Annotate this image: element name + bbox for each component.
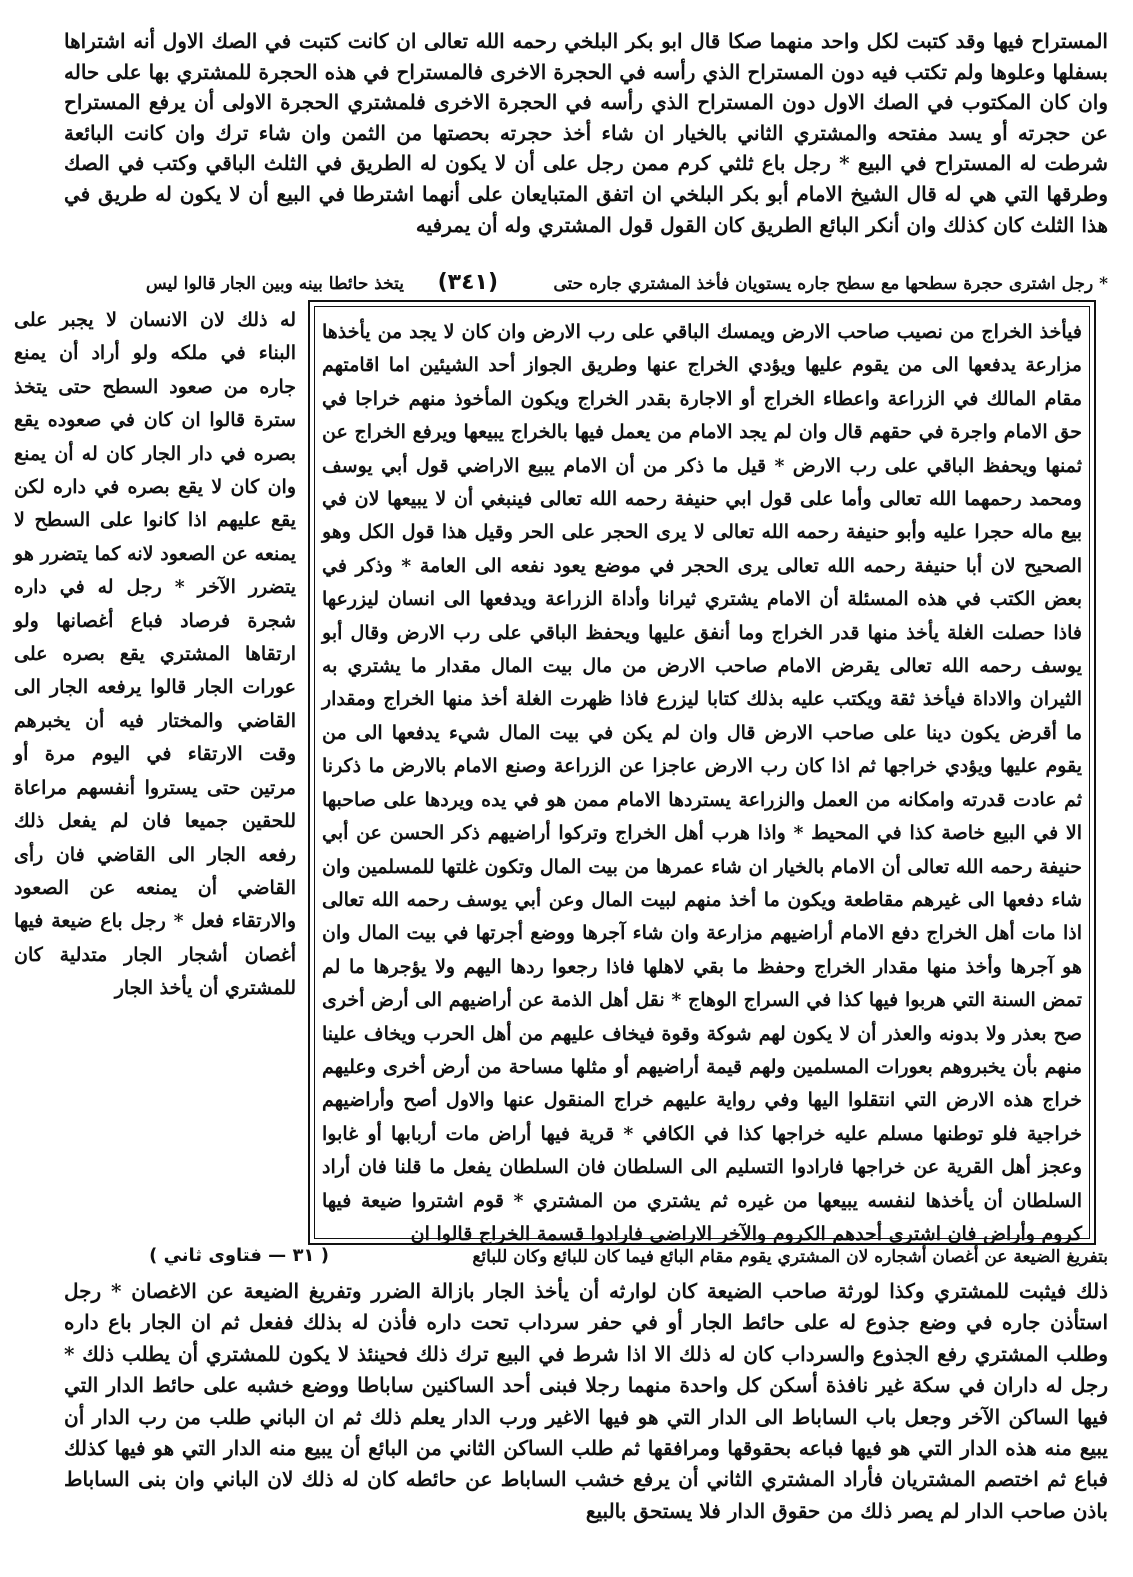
- page-number: (٣٤١): [437, 270, 498, 295]
- main-text-frame: [308, 300, 1096, 1245]
- bottom-paragraph: ذلك فيثبت للمشتري وكذا لورثة صاحب الضيعة كان لوارثه أن يأخذ الجار بازالة الضرر وتفريغ الضيعة عن الاغصان * رجل استأذن جاره في وضع جذوع له على حائط الجار أو في حفر سرداب تحت داره فأذن له بذلك ففعل ثم ان الجار باع داره وطلب المشتري رفع الجذوع والسرداب كان له ذلك الا اذا شرط في البيع ترك ذلك فحينئذ لا يكون للمشتري أن يطلب ذلك * رجل له داران في سكة غير نافذة أسكن كل واحدة منهما رجلا فبنى أحد الساكنين ساباطا ووضع خشبه على حائط الدار التي فيها الساكن الآخر وجعل باب الساباط الى الدار التي هو فيها الاغير ورب الدار يعلم ذلك ثم ان الباني طلب من رب الدار أن يبيع منه هذه الدار التي هو فيها فباعه بحقوقها ومرافقها ثم طلب الساكن الثاني من البائع أن يبيع منه الدار التي هو فيها كذلك فباع ثم اختصم المشتريان فأراد المشتري الثاني أن يرفع خشب الساباط عن حائطه كان له ذلك لان الباني وان بنى الساباط باذن صاحب الدار لم يصر ذلك من حقوق الدار فلا يستحق بالبيع: [64, 1279, 1108, 1523]
- header-right-text: * رجل اشترى حجرة سطحها مع سطح جاره يستويان فأخذ المشتري جاره حتى: [553, 274, 1108, 294]
- page-header: [64, 270, 1108, 304]
- top-paragraph: المستراح فيها وقد كتبت لكل واحد منهما صكا قال ابو بكر البلخي رحمه الله تعالى ان كانت كتبت في الصك الاول أنه اشتراها بسفلها وعلوها ولم تكتب فيه دون المستراح الذي رأسه في الحجرة الاخرى فالمستراح في هذه الحجرة للمشتري بها على حاله وان كان المكتوب في الصك الاول دون المستراح الذي رأسه في الحجرة الاخرى فلمشتري الحجرة الاولى أن يرفع المستراح عن حجرته أو يسد مفتحه والمشتري الثاني بالخيار ان شاء أخذ حجرته بحصتها من الثمن وان شاء ترك وان كانت البائعة شرطت له المستراح في البيع * رجل باع ثلثي كرم ممن رجل على أن لا يكون له الطريق في الثلث الباقي وكتب في الصك وطرقها التي هي له قال الشيخ الامام أبو بكر البلخي ان اتفق المتبايعان على أنهما اشترطا في البيع أن لا يكون له طريق في هذا الثلث كان كذلك وان أنكر البائع الطريق كان القول قول المشتري وله أن يمرفيه: [64, 29, 1108, 237]
- main-text: فيأخذ الخراج من نصيب صاحب الارض ويمسك الباقي على رب الارض وان كان لا يجد من يأخذها مزارعة يدفعها الى من يقوم عليها ويؤدي الخراج عنها وطريق الجواز أحد الشيئين اما اقامتهم مقام المالك في الزراعة واعطاء الخراج أو الاجارة بقدر الخراج ويكون المأخوذ منهم خراجا في حق الامام واجرة في حقهم قال وان لم يجد الامام من يعمل فيها بالخراج يبيعها ويرفع الخراج عن ثمنها ويحفظ الباقي على رب الارض * قيل ما ذكر من أن الامام يبيع الاراضي قول أبي يوسف ومحمد رحمهما الله تعالى وأما على قول ابي حنيفة رحمه الله تعالى فينبغي أن لا يبيعها لان في بيع ماله حجرا عليه وأبو حنيفة رحمه الله تعالى لا يرى الحجر على الحر وقيل هذا قول الكل وهو الصحيح لان أبا حنيفة رحمه الله تعالى يرى الحجر في موضع يعود نفعه الى العامة * وذكر في بعض الكتب في هذه المسئلة أن الامام يشتري ثيرانا وأداة الزراعة ويدفعها الى انسان ليزرعها فاذا حصلت الغلة يأخذ منها قدر الخراج وما أنفق عليها ويحفظ الباقي على رب الارض وقال أبو يوسف رحمه الله تعالى يقرض الامام صاحب الارض من مال بيت المال مقدار ما يشتري به الثيران والاداة فيأخذ ثقة ويكتب عليه بذلك كتابا ليزرع فاذا ظهرت الغلة أخذ منها الخراج ومقدار ما أقرض يكون دينا على صاحب الارض قال وان لم يكن في بيت المال شيء يدفعها الى من يقوم عليها ويؤدي خراجها ثم اذا كان رب الارض عاجزا عن الزراعة وصنع الامام بالارض ما ذكرنا ثم عادت قدرته وامكانه من العمل والزراعة يستردها الامام ممن هو في يده ويردها على صاحبها الا في البيع خاصة كذا في المحيط * واذا هرب أهل الخراج وتركوا أراضيهم ذكر الحسن عن أبي حنيفة رحمه الله تعالى أن الامام بالخيار ان شاء عمرها من بيت المال وتكون غلتها للمسلمين وان شاء دفعها الى غيرهم مقاطعة ويكون ما أخذ منهم لبيت المال وعن أبي يوسف رحمه الله تعالى اذا مات أهل الخراج دفع الامام أراضيهم مزارعة وان شاء آجرها ووضع أجرتها في بيت المال وان هو آجرها وأخذ منها مقدار الخراج وحفظ ما بقي لاهلها فاذا رجعوا ردها اليهم ولا يؤجرها ما لم تمض السنة التي هربوا فيها كذا في السراج الوهاج * نقل أهل الذمة عن أراضيهم الى أرض أخرى صح بعذر ولا بدونه والعذر أن لا يكون لهم شوكة وقوة فيخاف عليهم من أهل الحرب ويخاف علينا منهم بأن يخبروهم بعورات المسلمين ولهم قيمة أراضيهم أو مثلها مساحة من أرض أخرى وعليهم خراج هذه الارض التي انتقلوا اليها وفي رواية عليهم خراج المنقول عنها والاول أصح وأراضيهم خراجية فلو توطنها مسلم عليه خراجها كذا في الكافي * قرية فيها أراض مات أربابها أو غابوا وعجز أهل القرية عن خراجها فارادوا التسليم الى السلطان فان السلطان يفعل ما قلنا فان أراد السلطان أن يأخذها لنفسه يبيعها من غيره ثم يشتري من المشتري * قوم اشتروا ضيعة فيها كروم وأراض فان اشترى أحدهم الكروم والآخر الاراضي فارادوا قسمة الخراج قالوا ان: [322, 321, 1082, 1245]
- footer-volume-label: ( ٣١ — فتاوى ثاني ): [149, 1245, 329, 1266]
- page-footer: [64, 1244, 1108, 1274]
- margin-column-text: له ذلك لان الانسان لا يجبر على البناء في ملكه ولو أراد أن يمنع جاره من صعود السطح حتى يتخذ سترة قالوا ان كان في صعوده يقع بصره في دار الجار كان له أن يمنع وان كان لا يقع بصره في داره لكن يقع عليهم اذا كانوا على السطح لا يمنعه عن الصعود لانه كما يتضرر هو يتضرر الآخر * رجل له في داره شجرة فرصاد فباع أغصانها ولو ارتقاها المشتري يقع بصره على عورات الجار قالوا يرفعه الجار الى القاضي والمختار فيه أن يخبرهم وقت الارتقاء في اليوم مرة أو مرتين حتى يستروا أنفسهم مراعاة للحقين جميعا فان لم يفعل ذلك رفعه الجار الى القاضي فان رأى القاضي أن يمنعه عن الصعود والارتقاء فعل * رجل باع ضيعة فيها أغصان أشجار الجار متدلية كان للمشتري أن يأخذ الجار: [14, 309, 296, 1000]
- footer-right-text: بتفريغ الضيعة عن أغصان أشجاره لان المشتري يقوم مقام البائع فيما كان للبائع وكان للبائع: [472, 1247, 1108, 1267]
- header-left-text: يتخذ حائطا بينه وبين الجار قالوا ليس: [145, 274, 404, 294]
